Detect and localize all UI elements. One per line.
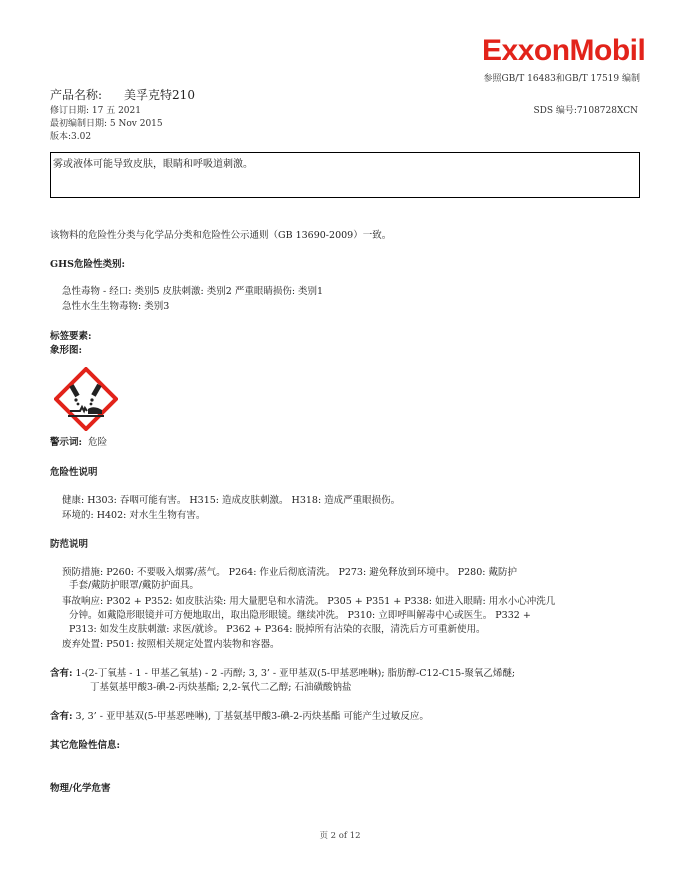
product-name-label: 产品名称: (50, 88, 103, 102)
prevention-line-2: 手套/戴防护眼罩/戴防护面具。 (69, 580, 199, 591)
ghs-line-1: 急性毒物 - 经口: 类别5 皮肤刺激: 类别2 严重眼睛损伤: 类别1 (62, 286, 324, 297)
response-line-1: 事故响应: P302 + P352: 如皮肤沾染: 用大量肥皂和水清洗。 P305 + P351 + P338: 如进入眼睛: 用水小心冲洗几 (62, 596, 556, 607)
revision-date: 修订日期: 17 五 2021 (50, 106, 141, 116)
other-hazards-heading: 其它危险性信息: (50, 740, 121, 751)
contains-line-1 (50, 667, 515, 680)
ghs-line-2: 急性水生生物毒物: 类别3 (62, 301, 170, 312)
precaution-heading: 防范说明 (50, 539, 89, 550)
contains-label-2: 含有: (50, 711, 73, 722)
corrosion-icon (54, 367, 118, 435)
response-line-2: 分钟。如戴隐形眼镜并可方便地取出，取出隐形眼镜。继续冲洗。 P310: 立即呼叫解毒中心或医生。 P332 + (69, 610, 531, 621)
version: 版本:3.02 (50, 132, 92, 142)
response-line-3: P313: 如发生皮肤刺激: 求医/就诊。 P362 + P364: 脱掉所有沾染的衣服，清洗后方可重新使用。 (69, 624, 486, 635)
signal-word (50, 436, 107, 449)
contains-label: 含有: (50, 668, 73, 679)
standard-reference: 参照GB/T 16483和GB/T 17519 编制 (483, 74, 640, 84)
signal-word-label: 警示词: (50, 437, 83, 448)
page-footer: 页 2 of 12 (319, 831, 361, 841)
contains-ingredients-1: 1-(2-丁氧基 - 1 - 甲基乙氧基) - 2 -丙醇; 3, 3’ - 亚甲基双(5-甲基恶唑啉); 脂肪醇-C12-C15-聚氧乙烯醚; (75, 668, 516, 679)
product-name (50, 86, 195, 103)
contains-sensitizer (50, 710, 429, 723)
prevention-line-1: 预防措施: P260: 不要吸入烟雾/蒸气。 P264: 作业后彻底清洗。 P273: 避免释放到环境中。 P280: 戴防护 (62, 567, 517, 578)
signal-word-value: 危险 (88, 437, 108, 448)
classification-statement: 该物料的危险性分类与化学品分类和危险性公示通则（GB 13690-2009）一致。 (50, 230, 392, 241)
physchem-heading: 物理/化学危害 (50, 783, 111, 794)
label-elements-heading: 标签要素: (50, 331, 92, 342)
exxonmobil-logo: ExxonMobil (482, 34, 646, 67)
warning-text: 雾或液体可能导致皮肤，眼睛和呼吸道刺激。 (53, 159, 253, 170)
contains-sensitizer-text: 3, 3’ - 亚甲基双(5-甲基恶唑啉), 丁基氨基甲酸3-碘-2-丙炔基酯 可能产生过敏反应。 (75, 711, 429, 722)
contains-ingredients-2: 丁基氨基甲酸3-碘-2-丙炔基酯; 2,2-氧代二乙醇; 石油磺酸钠盐 (90, 682, 352, 693)
sds-number: SDS 编号:7108728XCN (533, 106, 638, 116)
last-compiled-date: 最初编制日期: 5 Nov 2015 (50, 119, 163, 129)
hazard-health: 健康: H303: 吞咽可能有害。 H315: 造成皮肤刺激。 H318: 造成严重眼损伤。 (62, 495, 401, 506)
hazard-environment: 环境的: H402: 对水生生物有害。 (62, 510, 206, 521)
ghs-heading: GHS危险性类别: (50, 259, 125, 270)
disposal-line: 废弃处置: P501: 按照相关规定处置内装物和容器。 (62, 639, 280, 650)
warning-box (50, 152, 640, 198)
pictogram-heading: 象形图: (50, 345, 83, 356)
product-name-value: 美孚克特210 (124, 88, 195, 102)
hazard-heading: 危险性说明 (50, 467, 98, 478)
